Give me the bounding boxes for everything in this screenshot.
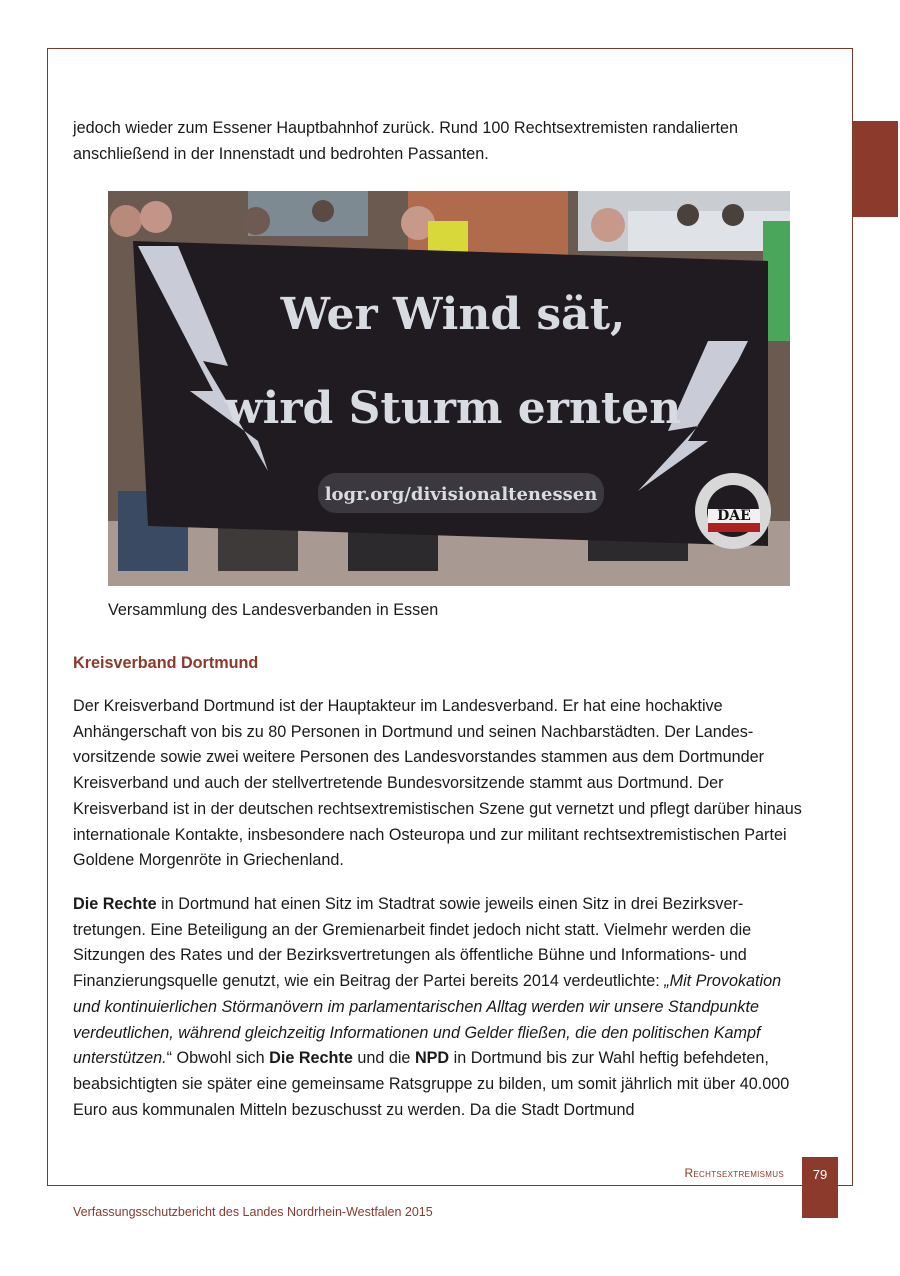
chapter-tab <box>853 121 898 217</box>
banner-url: logr.org/divisionaltenessen <box>324 484 598 505</box>
page-number: 79 <box>802 1157 838 1218</box>
banner-line-2: wird Sturm ernten <box>224 383 682 434</box>
paragraph-top: jedoch wieder zum Essener Hauptbahnhof zurück. Rund 100 Rechtsextremisten randalierten anschließend in der Innenstadt und bedrohten Passanten. <box>73 119 738 163</box>
section-heading: Kreisverband Dortmund <box>73 654 259 672</box>
rally-photo <box>108 191 790 586</box>
paragraph-dortmund: Der Kreisverband Dortmund ist der Hauptakteur im Landesverband. Er hat eine hochaktive Anhängerschaft von bis zu 80 Personen in Dortmund und seinen Nachbarstädten. Der Landesvorsitzende sowie zwei weitere Personen des Landesvorstandes stammen aus dem Dortmunder Kreisverband und auch der stellvertretende Bundesvorsitzende stammt aus Dortmund. Der Kreisverband ist in der deutschen rechtsextremistischen Szene gut vernetzt und pflegt darüber hinaus internationale Kontakte, insbesondere nach Osteuropa und zur militant rechtsextremistischen Partei Goldene Morgenröte in Griechenland. <box>73 697 802 870</box>
photo-caption: Versammlung des Landesverbanden in Essen <box>108 601 439 619</box>
running-head: Rechtsextremismus <box>684 1166 784 1180</box>
paragraph-die-rechte: Die Rechte in Dortmund hat einen Sitz im Stadtrat sowie jeweils einen Sitz in drei Bezirksvertretungen. Eine Beteiligung an der Gremienarbeit findet jedoch nicht statt. Vielmehr werden die Sitzungen des Rates und der Bezirksvertretungen als öffentliche Bühne und Informations- und Finanzierungsquelle genutzt, wie ein Beitrag der Partei bereits 2014 verdeutlichte: „Mit Provokation und kontinuierlichen Störmanövern im parlamentarischen Alltag werden wir unsere Standpunkte verdeutlichen, während gleichzeitig Informationen und Gelder fließen, die den politischen Kampf unterstützen.“ Obwohl sich Die Rechte und die NPD in Dortmund bis zur Wahl heftig befehdeten, beabsichtigten sie später eine gemeinsame Ratsgruppe zu bilden, um somit jährlich mit über 40.000 Euro aus kommunalen Mitteln bezuschusst zu werden. Da die Stadt Dortmund <box>73 895 790 1119</box>
banner-logo: DAE <box>717 508 751 524</box>
footer-text: Verfassungsschutzbericht des Landes Nordrhein-Westfalen 2015 <box>73 1205 433 1219</box>
banner-line-1: Wer Wind sät, <box>280 289 626 340</box>
